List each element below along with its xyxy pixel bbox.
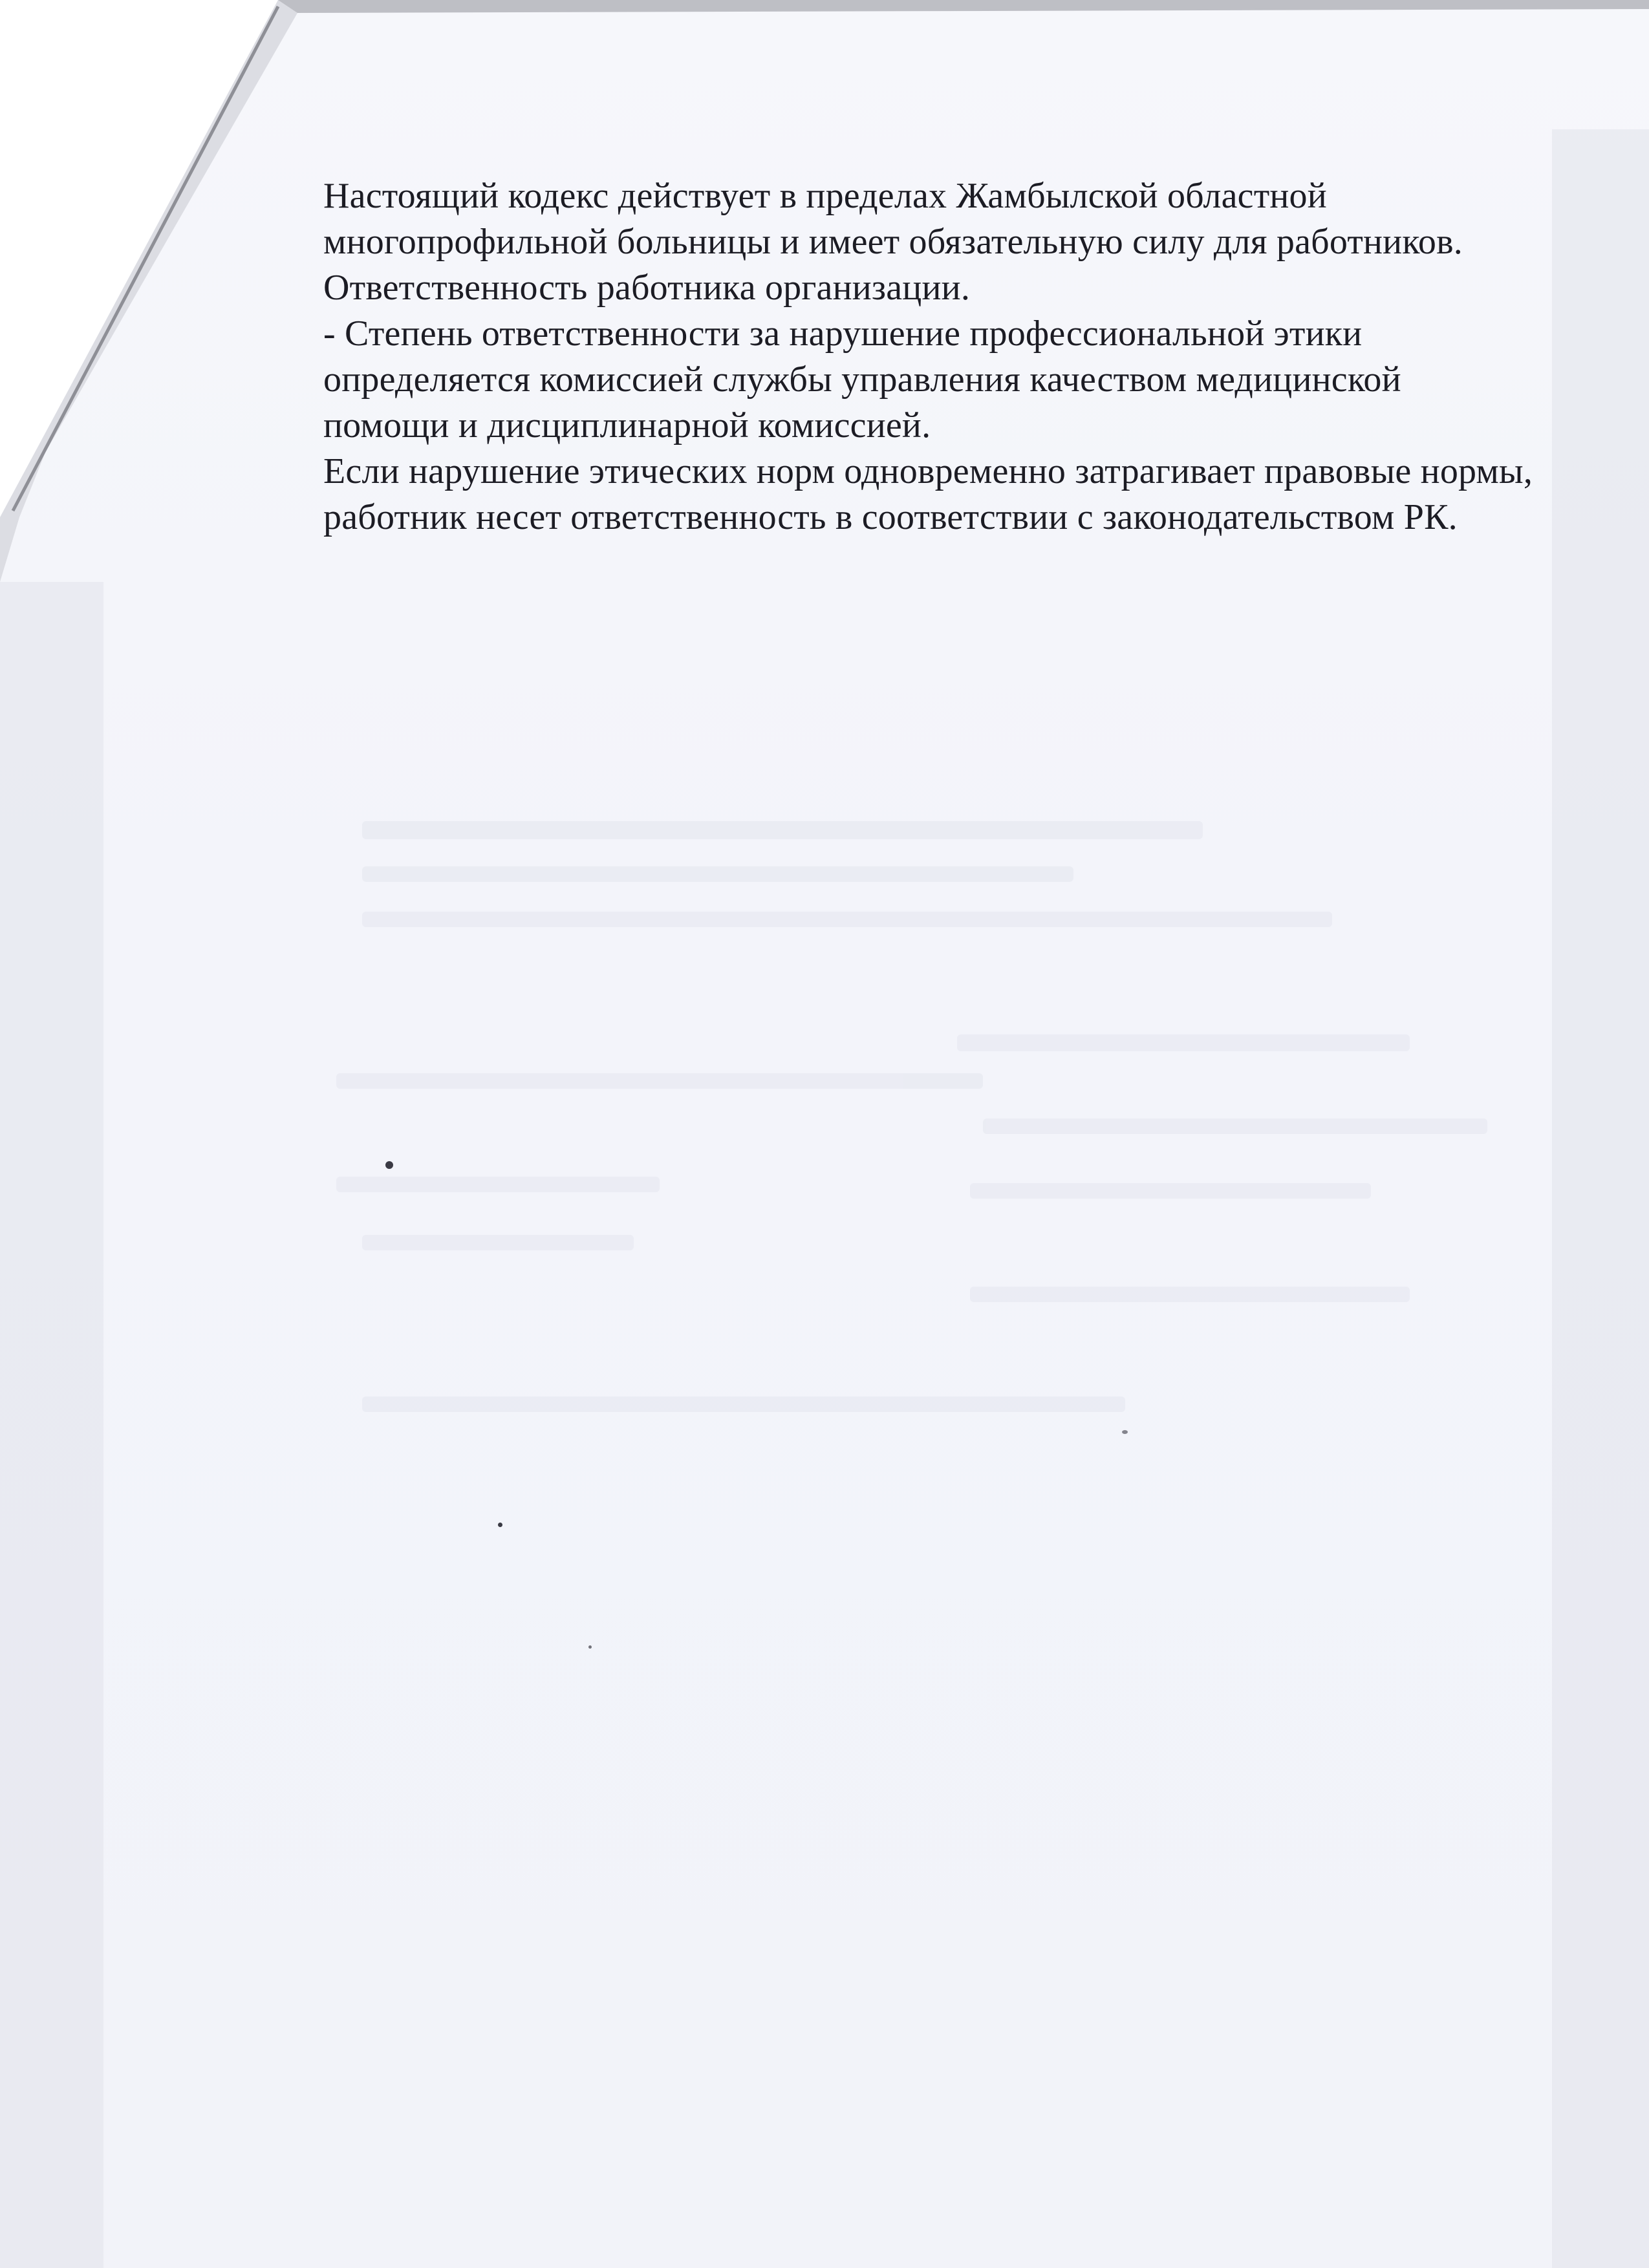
scan-speck [1122,1430,1128,1434]
text-line: Настоящий кодекс действует в пределах Жамбылской областной [323,176,1327,216]
text-line: Если нарушение этических норм одновременно затрагивает правовые нормы, [323,451,1533,491]
scan-speck [385,1161,393,1169]
text-line: многопрофильной больницы и имеет обязательную силу для работников. [323,222,1463,262]
scan-speck [588,1645,592,1649]
text-line: помощи и дисциплинарной комиссией. [323,405,931,445]
text-line: - Степень ответственности за нарушение профессиональной этики [323,314,1363,354]
text-line: определяется комиссией службы управления качеством медицинской [323,359,1401,400]
scan-speck [498,1523,502,1527]
text-line: работник несет ответственность в соответствии с законодательством РК. [323,497,1458,537]
text-line: Ответственность работника организации. [323,268,971,308]
document-body [323,173,1591,540]
